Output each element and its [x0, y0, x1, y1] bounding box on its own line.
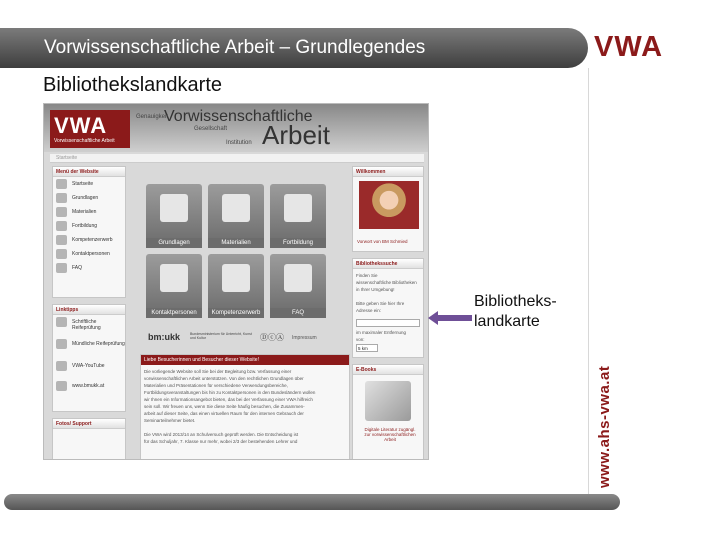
divider-line — [588, 68, 589, 494]
panel-title: Linktipps — [53, 305, 125, 315]
panel-title: Willkommen — [353, 167, 423, 177]
portrait-photo — [359, 181, 419, 229]
panel-title: E-Books — [353, 365, 423, 375]
distance-label: im maximaler Entfernung — [356, 330, 407, 335]
speech-icon — [56, 339, 67, 349]
distance-select[interactable]: 5 km — [356, 344, 378, 352]
sponsor-subtext: Bundesministerium für Unterricht, Kunst und Kultur — [190, 332, 252, 340]
link-label: VWA-YouTube — [72, 363, 105, 369]
annotation-line1: Bibliotheks- — [474, 293, 557, 310]
annotation-line2: landkarte — [474, 313, 540, 330]
menu-label: Kompetenzerwerb — [72, 237, 113, 243]
cart-icon — [56, 207, 67, 217]
tile-label: Fortbildung — [270, 238, 326, 248]
link-label: www.bmukk.at — [72, 383, 105, 389]
ebooks-text-line: Digitale Literatur zugängl. — [364, 427, 416, 432]
library-text-line — [356, 293, 420, 300]
distance-unit: von: — [356, 337, 365, 342]
tile-label: Grundlagen — [146, 238, 202, 248]
impressum-link[interactable]: Impressum — [292, 335, 317, 341]
site-link-youtube[interactable] — [53, 359, 125, 379]
site-support-panel — [52, 418, 126, 460]
site-links-panel — [52, 304, 126, 412]
tile-label: FAQ — [270, 308, 326, 318]
menu-label: Fortbildung — [72, 223, 98, 229]
menu-label: Materialien — [72, 209, 97, 215]
globe-icon — [56, 381, 67, 391]
site-link-schriftliche[interactable] — [53, 315, 125, 337]
site-logo-text: VWA — [54, 113, 108, 138]
welcome-text-line: Die vorliegende Website soll Sie bei der Begleitung bzw. Verfassung einer — [144, 369, 292, 374]
bottom-bar — [4, 494, 620, 510]
welcome-text-line: Seminarteilnehmer bietet. — [144, 418, 196, 423]
home-icon — [56, 179, 67, 189]
welcome-bar: Liebe Besucherinnen und Besucher dieser Website! — [141, 355, 349, 365]
welcome-text-line: arbeit auf dieser Seite, das einen virtuellen Raum für den internen Gebrauch der — [144, 411, 304, 416]
side-url: www.ahs-vwa.at — [596, 365, 613, 488]
library-text-line: wissenschaftliche Bibliotheken — [356, 280, 417, 285]
question-icon — [284, 264, 312, 292]
site-menu-item-materialien[interactable] — [53, 205, 125, 219]
site-header-word1: Vorwissenschaftliche — [164, 108, 313, 125]
welcome-text-line: Die VWA wird 2013/14 an Schulversuch geprüft werden. Die Entscheidung ist — [144, 432, 299, 437]
network-icon — [56, 235, 67, 245]
annotation-text — [474, 292, 557, 332]
website-screenshot — [43, 103, 429, 460]
welcome-text-line: sein soll. Wir freuen uns, wenn Sie diese Seite häufig besuchen, die Zusammen- — [144, 404, 305, 409]
panel-title: Fotos/ Support — [53, 419, 125, 429]
site-ebooks-panel — [352, 364, 424, 460]
vwa-logo: VWA — [594, 31, 664, 63]
breadcrumb-item[interactable]: Startseite — [56, 155, 78, 161]
site-menu-item-faq[interactable] — [53, 261, 125, 275]
site-logo[interactable] — [50, 110, 130, 148]
sponsor-logo[interactable]: bm:ukk — [148, 332, 181, 342]
site-header-word2: Arbeit — [262, 120, 330, 150]
site-menu-panel — [52, 166, 126, 298]
tile-label: Materialien — [208, 238, 264, 248]
welcome-text-line: für das Schuljahr, 7. Klasse nur mehr, wobei 2/3 der bestehenden Lehrer und — [144, 439, 298, 444]
link-label: Mündliche Reifeprüfung — [72, 341, 125, 347]
address-input[interactable] — [356, 319, 420, 327]
tile-grundlagen[interactable] — [146, 184, 202, 248]
blocks-icon — [160, 194, 188, 222]
welcome-text-line: wir Ihnen ein Informationsangebot bieten, das bei der Verfassung einer VWA hilfreich — [144, 397, 313, 402]
site-library-search-panel — [352, 258, 424, 358]
menu-label: Kontaktpersonen — [72, 251, 110, 257]
link-label: Schriftliche Reifeprüfung — [72, 319, 101, 331]
chart-icon — [56, 221, 67, 231]
tile-kompetenzerwerb[interactable] — [208, 254, 264, 318]
welcome-text — [141, 365, 349, 448]
library-text-line: Finden Sie — [356, 273, 378, 278]
site-welcome-panel — [352, 166, 424, 252]
site-header — [44, 104, 429, 152]
cc-license-icon: ⒹⓒⒶ — [260, 333, 284, 342]
people-icon — [56, 249, 67, 259]
menu-label: Grundlagen — [72, 195, 99, 201]
ebooks-text — [357, 427, 423, 442]
site-header-deco: Gesellschaft — [194, 126, 228, 132]
site-menu-item-fortbildung[interactable] — [53, 219, 125, 233]
library-search-text — [353, 269, 423, 317]
menu-label: FAQ — [72, 265, 83, 271]
chart-icon — [284, 194, 312, 222]
welcome-text-line: Fortbildungsveranstaltungen bis hin zu Kontaktpersonen in den Bundesländern wollen — [144, 390, 316, 395]
welcome-box — [140, 354, 350, 460]
site-link-muendliche[interactable] — [53, 337, 125, 359]
tile-label: Kontaktpersonen — [146, 308, 202, 318]
tile-kontaktpersonen[interactable] — [146, 254, 202, 318]
network-icon — [222, 264, 250, 292]
welcome-text-line — [144, 424, 346, 431]
ebooks-text-line: Arbeit — [384, 437, 396, 442]
cart-icon — [222, 194, 250, 222]
document-icon — [56, 317, 67, 327]
tile-faq[interactable] — [270, 254, 326, 318]
site-breadcrumb — [50, 154, 424, 163]
library-text-line: Adresse ein: — [356, 308, 382, 313]
library-text-line: Bitte geben Sie hier Ihre — [356, 301, 405, 306]
library-text-line: in Ihrer Umgebung! — [356, 287, 395, 292]
site-logo-subtext: Vorwissenschaftliche Arbeit — [54, 138, 115, 144]
arrow-left-icon — [428, 311, 472, 325]
slide-subtitle: Bibliothekslandkarte — [43, 74, 222, 96]
calculator-image — [365, 381, 411, 421]
site-header-deco: Institution — [226, 140, 252, 146]
menu-label: Startseite — [72, 181, 94, 187]
panel-title: Menü der Website — [53, 167, 125, 177]
slide-title: Vorwissenschaftliche Arbeit – Grundlegendes — [44, 37, 426, 58]
title-bar — [0, 28, 588, 68]
welcome-text-line: Materialien und Präsentationen für verschiedene Verwendungsbereiche, — [144, 383, 288, 388]
panel-title: Bibliothekssuche — [353, 259, 423, 269]
question-icon — [56, 263, 67, 273]
site-menu-item-kompetenzerwerb[interactable] — [53, 233, 125, 247]
tile-label: Kompetenzerwerb — [208, 308, 264, 318]
ebooks-text-line: zur vorwissenschaftlichen — [364, 432, 416, 437]
site-header-deco: Genauigkeit — [136, 114, 169, 120]
portrait-caption[interactable]: Vorwort von BM Schmied — [357, 239, 408, 244]
site-link-bmukk[interactable] — [53, 379, 125, 399]
site-menu-item-kontaktpersonen[interactable] — [53, 247, 125, 261]
welcome-text-line: vorwissenschaftlichen Arbeit unterstützen. Von den rechtlichen Grundlagen über — [144, 376, 304, 381]
tile-fortbildung[interactable] — [270, 184, 326, 248]
site-menu-item-startseite[interactable] — [53, 177, 125, 191]
video-icon — [56, 361, 67, 371]
blocks-icon — [56, 193, 67, 203]
tile-materialien[interactable] — [208, 184, 264, 248]
site-menu-item-grundlagen[interactable] — [53, 191, 125, 205]
people-icon — [160, 264, 188, 292]
sponsor-row — [148, 330, 328, 346]
